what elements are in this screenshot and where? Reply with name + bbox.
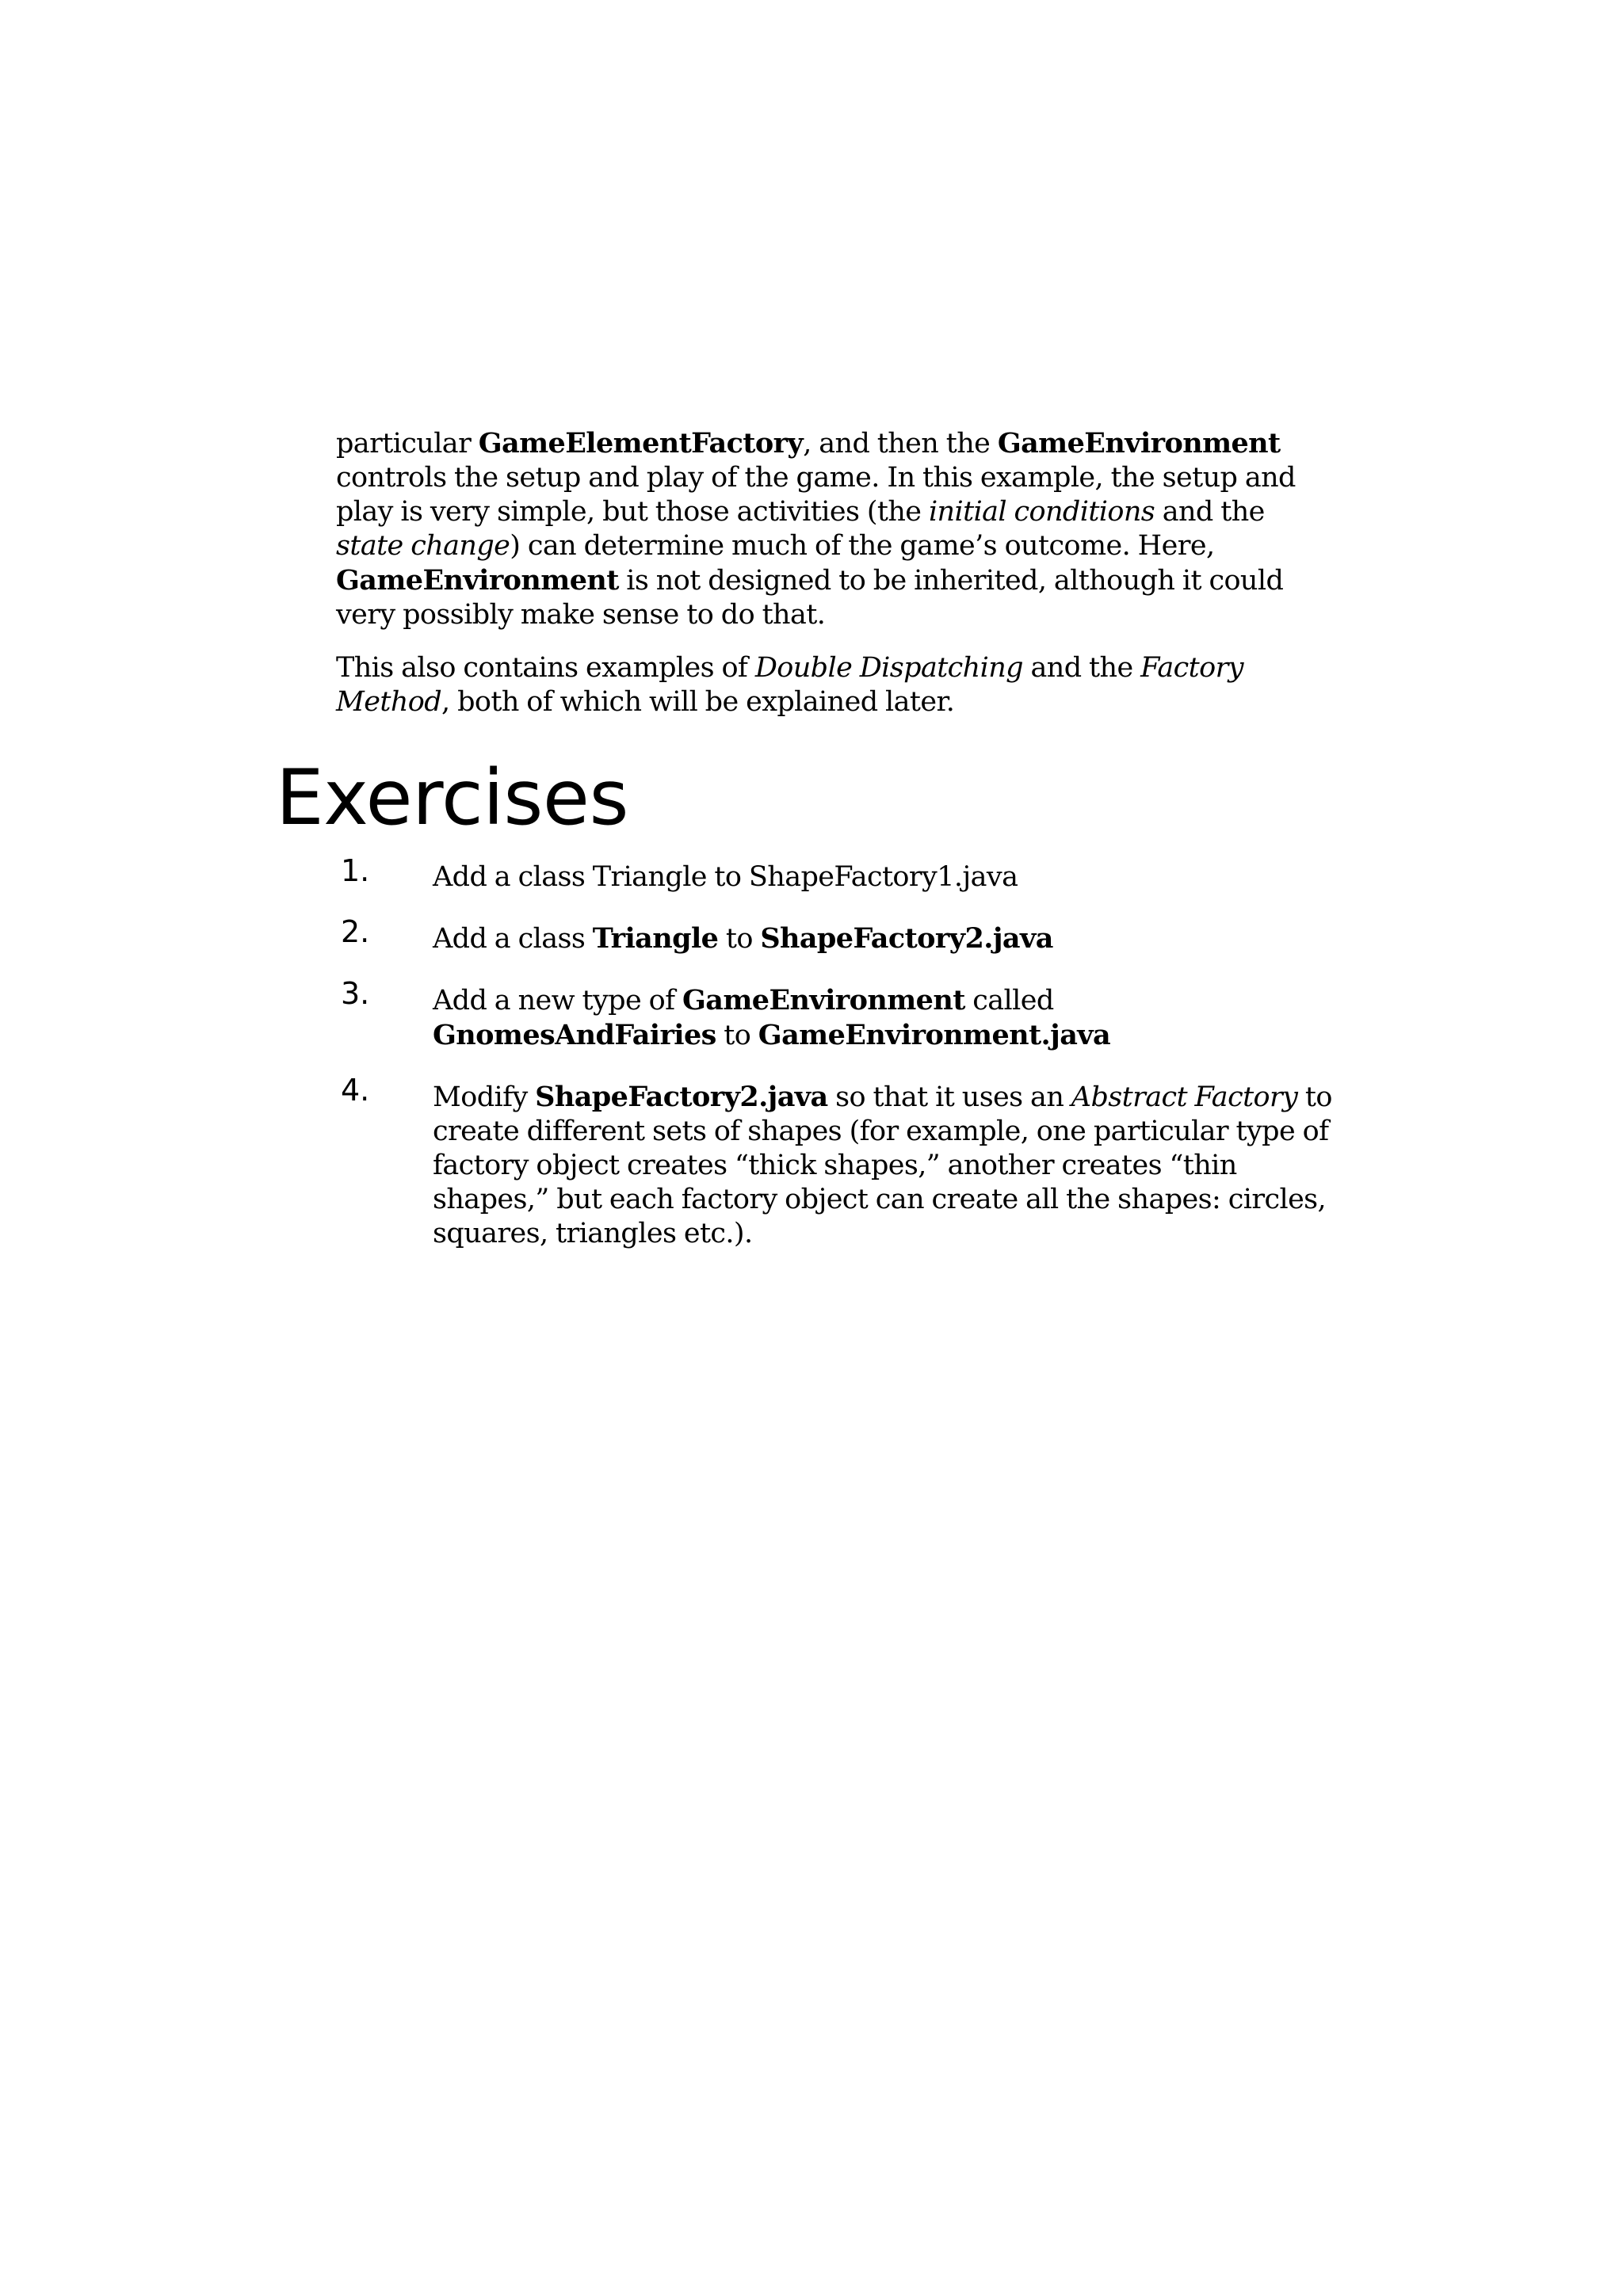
exercise-number: 4. (341, 1073, 370, 1108)
text-run: particular (336, 428, 479, 460)
text-run: and the (1155, 496, 1265, 528)
italic-term: initial conditions (928, 496, 1155, 528)
bold-term: ShapeFactory2.java (760, 922, 1053, 955)
italic-term: Abstract Factory (1071, 1081, 1298, 1113)
italic-term: state change (336, 530, 510, 562)
bold-term: GameEnvironment.java (758, 1019, 1111, 1051)
text-run: controls the setup and play of the game. In this example, the setup and play is very simple, but those activities (the (336, 462, 1296, 528)
body-paragraph (336, 651, 1319, 719)
italic-term: Factory Method (336, 652, 1243, 718)
exercise-item (336, 914, 1335, 956)
text-run: Add a class Triangle to ShapeFactory1.java (433, 861, 1018, 893)
bold-term: GameEnvironment (997, 427, 1281, 460)
bold-term: GameEnvironment (336, 564, 619, 597)
text-run: to (718, 923, 761, 955)
text-run: ) can determine much of the game’s outcome. Here, (510, 530, 1215, 562)
exercise-number: 3. (341, 976, 370, 1011)
exercise-item (336, 853, 1335, 894)
bold-term: ShapeFactory2.java (535, 1081, 828, 1113)
bold-term: GameElementFactory (478, 427, 804, 460)
italic-term: Double Dispatching (754, 652, 1023, 684)
text-run: so that it uses an (827, 1081, 1071, 1113)
text-run: to (716, 1020, 758, 1051)
text-run: Modify (433, 1081, 536, 1113)
exercise-text (433, 985, 1110, 1051)
exercise-text (433, 923, 1053, 955)
exercise-text (433, 861, 1018, 893)
text-run: to create different sets of shapes (for example, one particular type of factory object creates “thick shapes,” another creates “thin shapes,” but each factory object can create all the shapes: circles, squares, triangles etc.). (433, 1081, 1332, 1249)
body-paragraph (336, 426, 1319, 632)
exercise-number: 1. (341, 853, 370, 888)
text-run: called (964, 985, 1054, 1016)
text-run: is not designed to be inherited, although it could very possibly make sense to do that. (336, 565, 1284, 631)
exercise-item (336, 1073, 1335, 1251)
bold-term: GnomesAndFairies (433, 1019, 716, 1051)
exercise-list (336, 853, 1335, 1278)
section-heading: Exercises (276, 753, 628, 842)
text-run: This also contains examples of (336, 652, 755, 684)
text-run: , both of which will be explained later. (441, 686, 955, 718)
text-run: Add a class (433, 923, 593, 955)
text-run: and the (1022, 652, 1141, 684)
text-run: Add a new type of (433, 985, 682, 1016)
exercise-number: 2. (341, 914, 370, 949)
exercise-text (433, 1081, 1332, 1249)
exercise-item (336, 976, 1335, 1053)
bold-term: Triangle (592, 922, 719, 955)
text-run: , and then the (803, 428, 998, 460)
bold-term: GameEnvironment (682, 984, 965, 1016)
